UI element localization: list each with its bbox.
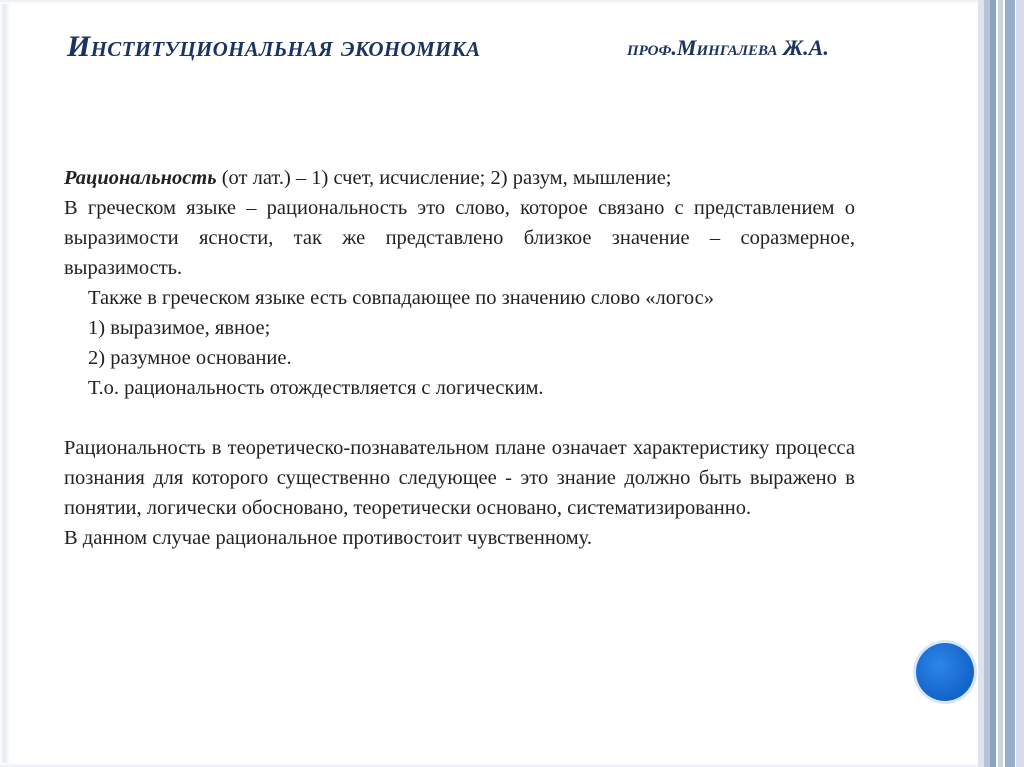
list-item: 1) выразимое, явное; xyxy=(88,317,271,339)
decorative-circle-icon xyxy=(916,643,974,701)
right-decorative-stripes xyxy=(978,0,1024,767)
definition-text: (от лат.) – 1) счет, исчисление; 2) разум, мышление; xyxy=(216,167,672,189)
stripe xyxy=(1016,0,1024,767)
final-line: В данном случае рациональное противостоит чувственному. xyxy=(64,527,592,549)
stripe xyxy=(998,0,1003,767)
frame-left-border xyxy=(0,0,12,767)
frame-top-border xyxy=(0,0,990,4)
greek-language-paragraph: В греческом языке – рациональность это слово, которое связано с представлением о выразимости ясности, так же представлено близкое значение – соразмерное, выразимость. xyxy=(64,197,855,279)
stripe xyxy=(1005,0,1015,767)
slide-author: проф.Мингалева Ж.А. xyxy=(627,35,829,60)
list-item: 2) разумное основание. xyxy=(88,347,292,369)
definition-line xyxy=(64,163,855,193)
frame-bottom-border xyxy=(0,763,990,767)
epistemic-paragraph: Рациональность в теоретическо-познавательном плане означает характеристику процесса познания для которого существенно следующее - это знание должно быть выражено в понятии, логически обосновано, теоретически основано, систематизированно. xyxy=(64,437,855,519)
conclusion-line: Т.о. рациональность отождествляется с логическим. xyxy=(88,377,544,399)
slide-title: Институциональная экономика xyxy=(67,30,481,63)
slide-body xyxy=(64,163,855,553)
stripe xyxy=(990,0,996,767)
slide-header xyxy=(67,30,887,70)
logos-paragraph: Также в греческом языке есть совпадающее по значению слово «логос» xyxy=(88,287,715,309)
definition-term: Рациональность xyxy=(64,167,217,189)
spacer xyxy=(64,403,855,433)
